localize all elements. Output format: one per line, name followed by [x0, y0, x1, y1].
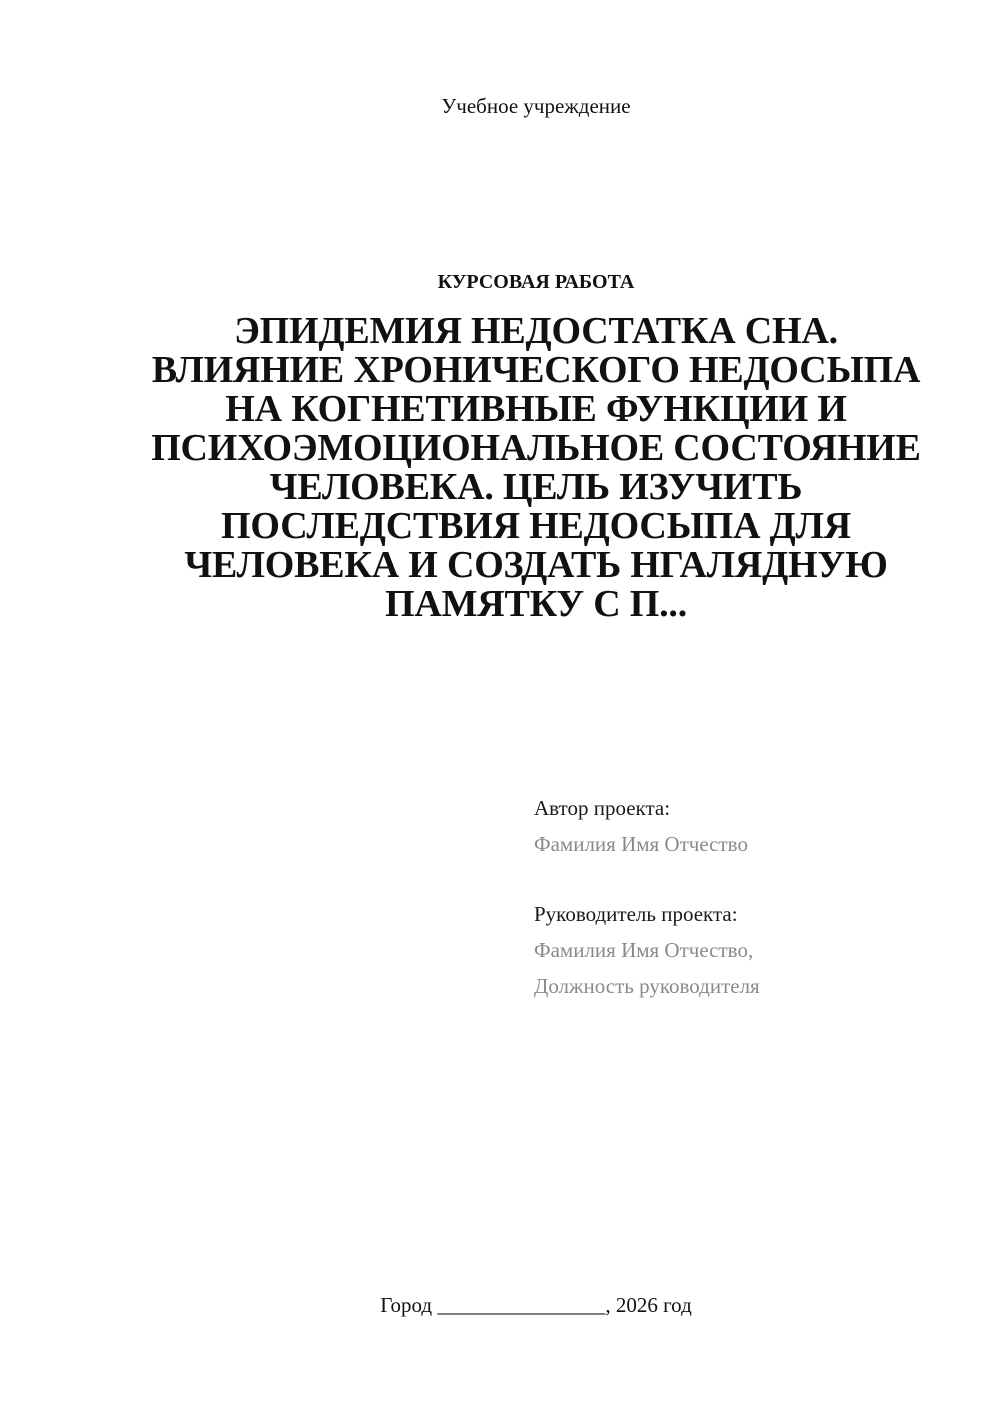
credits-spacer: [534, 862, 974, 896]
document-title: ЭПИДЕМИЯ НЕДОСТАТКА СНА. ВЛИЯНИЕ ХРОНИЧЕСКОГО НЕДОСЫПА НА КОГНЕТИВНЫЕ ФУНКЦИИ И ПСИХОЭМОЦИОНАЛЬНОЕ СОСТОЯНИЕ ЧЕЛОВЕКА. ЦЕЛЬ ИЗУЧИТЬ ПОСЛЕДСТВИЯ НЕДОСЫПА ДЛЯ ЧЕЛОВЕКА И СОЗДАТЬ НГАЛЯДНУЮ ПАМЯТКУ С П...: [151, 310, 921, 625]
supervisor-name: Фамилия Имя Отчество,: [534, 938, 754, 962]
author-label: Автор проекта:: [534, 796, 671, 820]
supervisor-position: Должность руководителя: [534, 974, 760, 998]
supervisor-label: Руководитель проекта:: [534, 902, 738, 926]
city-year-line: Город ________________, 2026 год: [380, 1293, 692, 1317]
author-name: Фамилия Имя Отчество: [534, 832, 748, 856]
institution-name: Учебное учреждение: [441, 94, 631, 118]
credits-block: [534, 790, 974, 1004]
work-type-heading: КУРСОВАЯ РАБОТА: [437, 271, 635, 293]
